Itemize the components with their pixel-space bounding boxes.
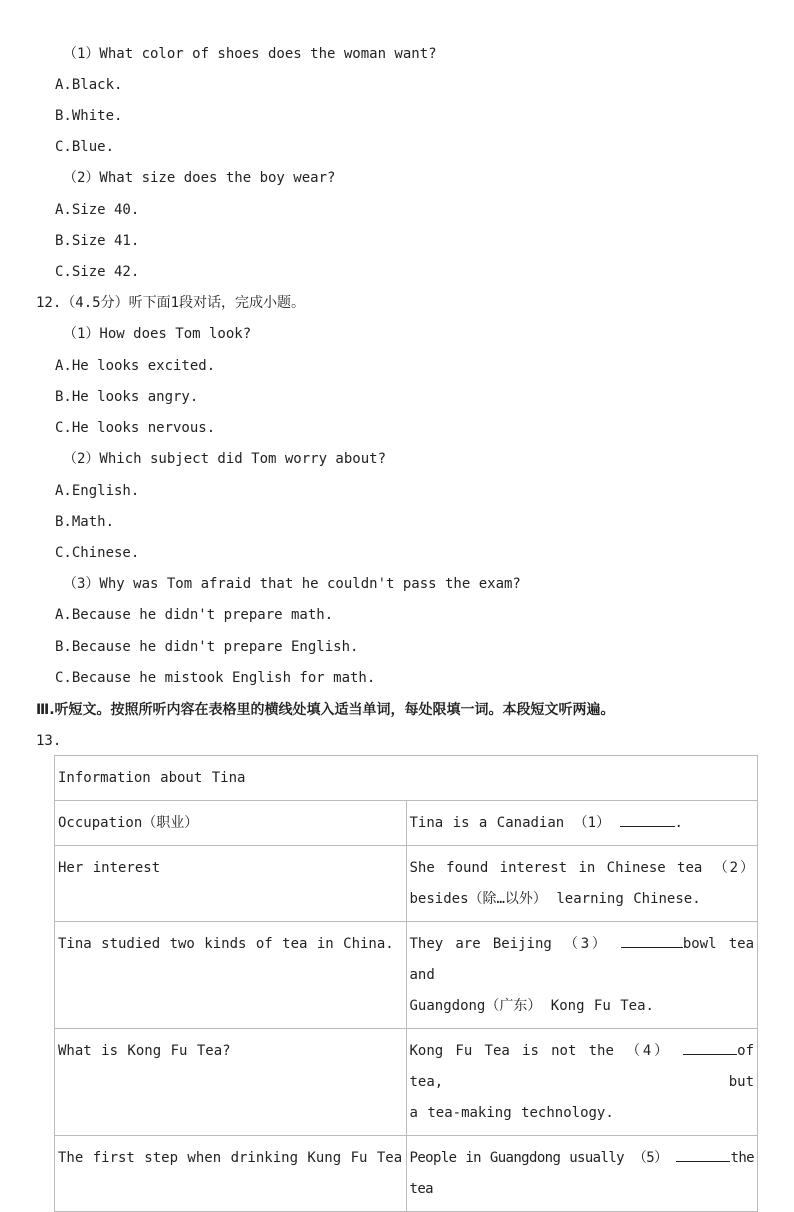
question-text: （3）Why was Tom afraid that he couldn't pass the exam? (63, 576, 521, 592)
question-text: （2）Which subject did Tom worry about? (63, 451, 387, 467)
option: B.White. (55, 108, 123, 124)
answer-blank (621, 933, 683, 948)
question-text: （1）How does Tom look? (63, 326, 252, 342)
table-cell (406, 1136, 758, 1212)
table-row (55, 922, 758, 1029)
table-cell (406, 846, 758, 922)
question-number: 13. (36, 733, 62, 749)
table-row (55, 1136, 758, 1212)
answer-blank (676, 1147, 730, 1162)
cell-line: Kong Fu Tea is not the （4） of tea, but (410, 1036, 755, 1098)
table-cell: Tina studied two kinds of tea in China. (55, 922, 407, 1029)
table-row (55, 1029, 758, 1136)
option: A.English. (55, 483, 140, 499)
question-header: 12.（4.5分）听下面1段对话，完成小题。 (36, 295, 306, 311)
info-table (54, 755, 758, 1212)
cell-line: She found interest in Chinese tea （2） (409, 860, 754, 876)
table-row (55, 756, 758, 801)
option: C.He looks nervous. (55, 420, 216, 436)
cell-line: They are Beijing （3） bowl tea and (410, 929, 755, 991)
cell-line: Guangdong（广东） Kong Fu Tea. (409, 998, 654, 1014)
table-row (55, 846, 758, 922)
table-cell (406, 1029, 758, 1136)
section-heading: Ⅲ.听短文。按照所听内容在表格里的横线处填入适当单词，每处限填一词。本段短文听两遍。 (36, 702, 615, 718)
question-text: （1）What color of shoes does the woman want? (63, 46, 437, 62)
option: B.Math. (55, 514, 115, 530)
option: B.Size 41. (55, 233, 140, 249)
cell-line: a tea-making technology. (409, 1105, 614, 1121)
answer-blank (620, 812, 675, 827)
option: B.He looks angry. (55, 389, 199, 405)
table-cell (406, 922, 758, 1029)
cell-line: besides（除…以外） learning Chinese. (409, 891, 701, 907)
option: C.Blue. (55, 139, 115, 155)
option: C.Chinese. (55, 545, 140, 561)
option: A.Because he didn't prepare math. (55, 607, 334, 623)
question-text: （2）What size does the boy wear? (63, 170, 336, 186)
answer-blank (683, 1040, 737, 1055)
table-cell: Occupation（职业） (55, 801, 407, 846)
option: C.Size 42. (55, 264, 140, 280)
option: C.Because he mistook English for math. (55, 670, 376, 686)
table-cell: The first step when drinking Kung Fu Tea (55, 1136, 407, 1212)
table-cell: Her interest (55, 846, 407, 922)
table-cell: What is Kong Fu Tea? (55, 1029, 407, 1136)
option: A.Size 40. (55, 202, 140, 218)
table-row (55, 801, 758, 846)
table-title: Information about Tina (55, 756, 758, 801)
option: A.He looks excited. (55, 358, 216, 374)
cell-line: People in Guangdong usually （5） the tea (410, 1143, 755, 1205)
option: A.Black. (55, 77, 123, 93)
table-cell: Tina is a Canadian （1） . (406, 801, 758, 846)
option: B.Because he didn't prepare English. (55, 639, 359, 655)
